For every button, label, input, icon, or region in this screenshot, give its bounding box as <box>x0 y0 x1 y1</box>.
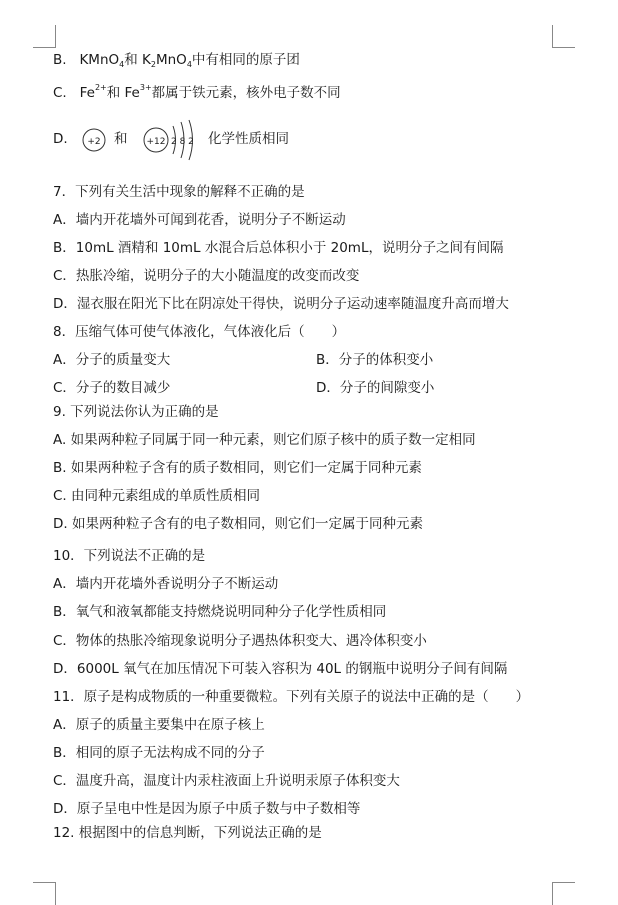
question-9: 9. 下列说法你认为正确的是 <box>53 404 219 420</box>
q7-option-b: B．10mL 酒精和 10mL 水混合后总体积小于 20mL，说明分子之间有间隔 <box>53 240 504 256</box>
q8-option-a: A．分子的质量变大 <box>53 352 171 368</box>
question-8: 8．压缩气体可使气体液化，气体液化后（ ） <box>53 324 346 340</box>
q9-option-c: C. 由同种元素组成的单质性质相同 <box>53 488 261 504</box>
question-12: 12. 根据图中的信息判断，下列说法正确的是 <box>53 825 322 841</box>
atom1-nucleus-label: +2 <box>87 137 101 147</box>
page-corner-mark <box>552 882 575 905</box>
atom-structure-diagrams <box>78 118 218 162</box>
q9-option-a: A. 如果两种粒子同属于同一种元素，则它们原子核中的质子数一定相同 <box>53 432 476 448</box>
q7-option-c: C．热胀冷缩，说明分子的大小随温度的改变而改变 <box>53 268 360 284</box>
q10-option-d: D．6000L 氧气在加压情况下可装入容积为 40L 的钢瓶中说明分子间有间隔 <box>53 661 508 677</box>
q10-option-c: C．物体的热胀冷缩现象说明分子遇热体积变大、遇冷体积变小 <box>53 633 427 649</box>
q7-option-d: D．湿衣服在阳光下比在阴凉处干得快，说明分子运动速率随温度升高而增大 <box>53 296 509 312</box>
q8-options-row1 <box>53 351 434 369</box>
q9-option-d: D. 如果两种粒子含有的电子数相同，则它们一定属于同种元素 <box>53 516 423 532</box>
page-corner-mark <box>33 882 56 905</box>
magnesium-atom-diagram <box>144 120 194 160</box>
option-c-line: C. $Fe^{2+}$和 $Fe^{3+}$都属于铁元素，核外电子数不同 <box>53 83 341 101</box>
page-corner-mark <box>552 25 575 48</box>
q11-option-d: D．原子呈电中性是因为原子中质子数与中子数相等 <box>53 801 361 817</box>
q11-option-a: A．原子的质量主要集中在原子核上 <box>53 717 265 733</box>
atom2-shell-electrons: 2 8 2 <box>171 137 194 147</box>
q11-option-b: B．相同的原子无法构成不同的分子 <box>53 745 265 761</box>
q9-option-b: B. 如果两种粒子含有的质子数相同，则它们一定属于同种元素 <box>53 460 422 476</box>
q8-option-b: B．分子的体积变小 <box>316 352 434 368</box>
q11-option-c: C．温度升高，温度计内汞柱液面上升说明汞原子体积变大 <box>53 773 400 789</box>
q8-options-row2 <box>53 379 435 397</box>
question-10: 10．下列说法不正确的是 <box>53 548 206 564</box>
page-corner-mark <box>33 25 56 48</box>
option-b-line: B. KMnO$_4$和 $K_2MnO_4$中有相同的原子团 <box>53 52 300 69</box>
and-text: 和 <box>114 131 128 147</box>
question-11: 11．原子是构成物质的一种重要微粒。下列有关原子的说法中正确的是（ ） <box>53 689 530 705</box>
q10-option-b: B．氧气和液氧都能支持燃烧说明同种分子化学性质相同 <box>53 604 387 620</box>
q10-option-a: A．墙内开花墙外香说明分子不断运动 <box>53 576 279 592</box>
q7-option-a: A．墙内开花墙外可闻到花香，说明分子不断运动 <box>53 212 346 228</box>
atom2-nucleus-label: +12 <box>146 137 166 147</box>
q8-option-c: C．分子的数目减少 <box>53 380 171 396</box>
question-7: 7．下列有关生活中现象的解释不正确的是 <box>53 184 305 200</box>
q8-option-d: D．分子的间隙变小 <box>316 380 435 396</box>
helium-atom-diagram <box>83 129 105 151</box>
option-d-tail: 化学性质相同 <box>208 131 289 147</box>
option-d-label: D. <box>53 131 68 147</box>
